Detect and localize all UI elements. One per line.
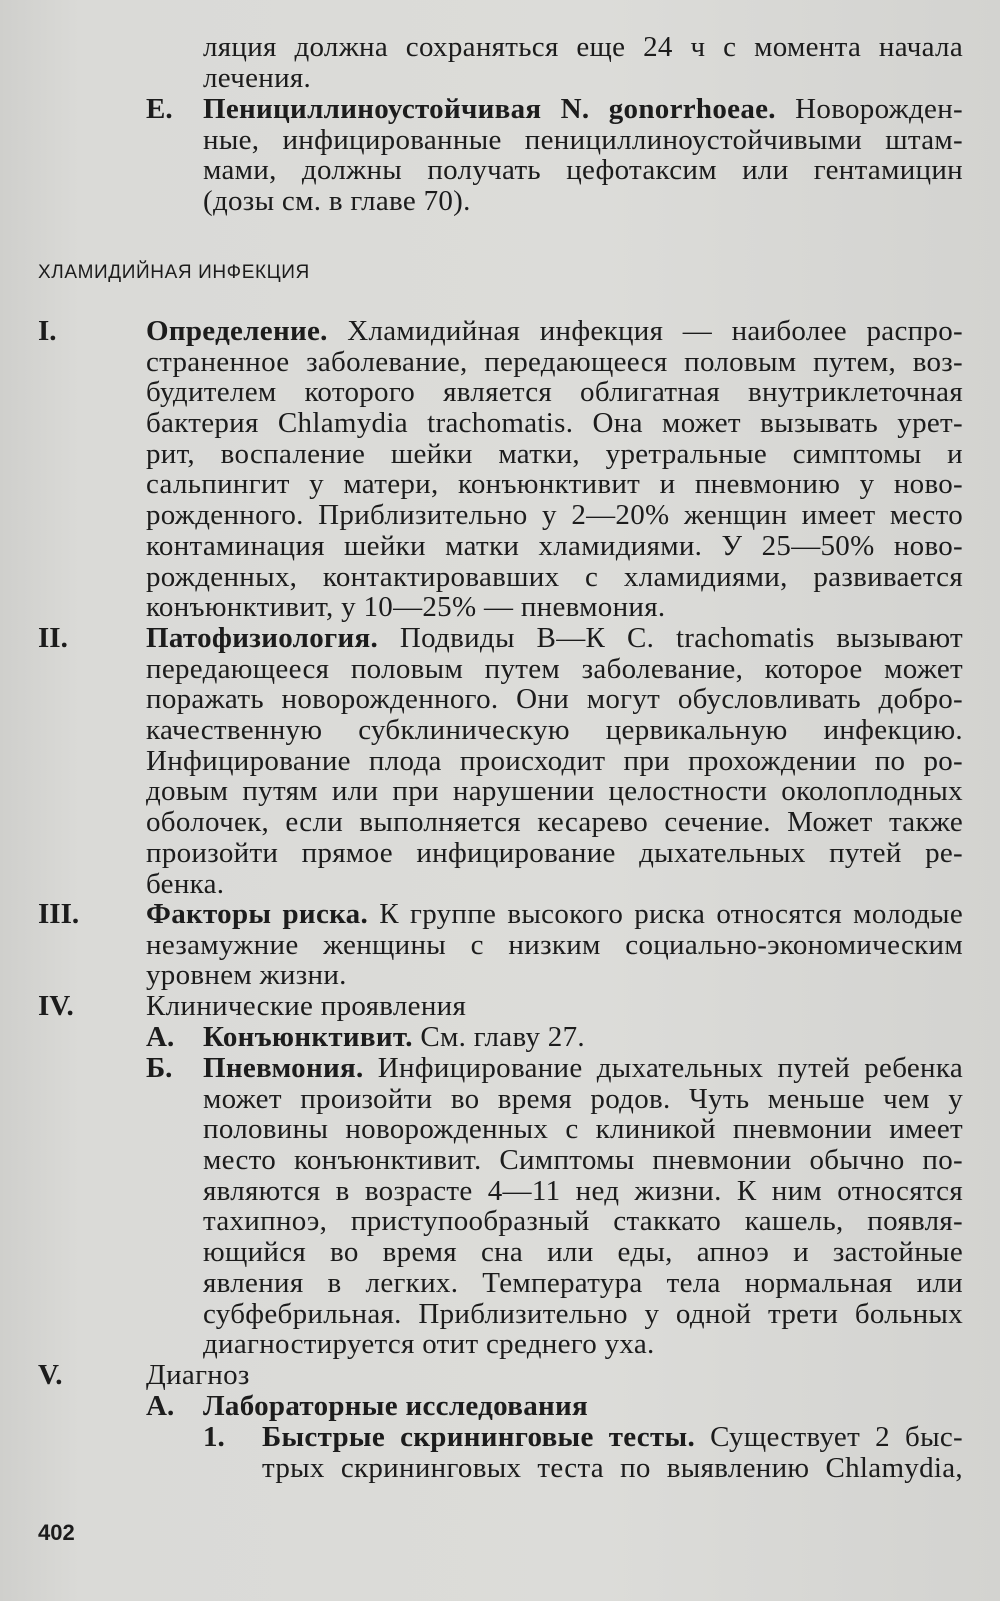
item-heading: Пневмония.: [203, 1053, 364, 1084]
text-line: конъюнктивит, у 10—25% — пневмония.: [146, 592, 666, 623]
item-heading: Быстрые скрининговые тесты.: [262, 1422, 696, 1453]
item-number-V: V.: [38, 1359, 63, 1391]
text-line: незамужние женщины с низким социально-экономическим: [146, 929, 963, 961]
text-line: сальпингит у матери, конъюнктивит и пневмонию у ново-: [146, 469, 963, 501]
heading-clinical: [146, 991, 963, 1022]
text-line: довым путям или при нарушении целостности околоплодных: [146, 776, 963, 808]
text-line: страненное заболевание, передающееся половым путем, воз-: [146, 346, 963, 378]
continuation-paragraph: [203, 32, 963, 93]
text-line: уровнем жизни.: [146, 960, 347, 992]
item-heading: Факторы риска.: [146, 899, 369, 930]
sub-label-A: А.: [146, 1021, 175, 1053]
text-line: рожденных, контактировавших с хламидиями, развивается: [146, 561, 963, 593]
item-number-IV: IV.: [38, 990, 74, 1022]
text-line: ляция должна сохраняться еще 24 ч с момента начала: [203, 32, 963, 63]
item-heading: Определение.: [146, 316, 328, 347]
text-line: бактерия Chlamydia trachomatis. Она может вызывать урет-: [146, 408, 963, 439]
text-line: явления в легких. Температура тела нормальная или: [203, 1267, 963, 1299]
text-line: контаминация шейки матки хламидиями. У 25—50% ново-: [146, 530, 963, 562]
item-heading: Диагноз: [146, 1360, 250, 1391]
text-line: диагностируется отит среднего уха.: [203, 1329, 655, 1360]
text-line: ные, инфицированные пенициллиноустойчивыми штам-: [203, 124, 963, 156]
text-line: рожденного. Приблизительно у 2—20% женщин имеет место: [146, 500, 963, 531]
text-line: тахипноэ, приступообразный стаккато кашель, появля-: [203, 1206, 963, 1238]
item-heading: Патофизиология.: [146, 623, 379, 654]
item-heading: Пенициллиноустойчивая N. gonorrhoeae.: [203, 94, 776, 125]
paragraph-definition: [146, 316, 963, 623]
item-heading: Конъюнктивит.: [203, 1022, 413, 1053]
text-line: половины новорожденных с клиникой пневмонии имеет: [203, 1114, 963, 1146]
item-number-III: III.: [38, 898, 80, 930]
page-number: 402: [38, 1520, 75, 1545]
item-label-E: Е.: [146, 93, 173, 125]
section-title: ХЛАМИДИЙНАЯ ИНФЕКЦИЯ: [38, 262, 310, 283]
text-line: оболочек, если выполняется кесарево сечение. Может также: [146, 807, 963, 838]
paragraph-pneumonia: [203, 1053, 963, 1360]
text-line: место конъюнктивит. Симптомы пневмонии обычно по-: [203, 1145, 963, 1176]
paragraph-screening: [262, 1422, 963, 1483]
item-heading: Клинические проявления: [146, 991, 467, 1022]
text-line: поражать новорожденного. Они могут обусловливать добро-: [146, 684, 963, 716]
paragraph-pathophysiology: [146, 623, 963, 899]
paragraph-conjunctivitis: [203, 1022, 963, 1053]
item-number-II: II.: [38, 622, 68, 654]
text-line: (дозы см. в главе 70).: [203, 186, 471, 217]
text-line: может произойти во время родов. Чуть меньше чем у: [203, 1083, 963, 1115]
text-line: ющийся во время сна или еды, апноэ и застойные: [203, 1237, 963, 1268]
text-line: качественную субклиническую цервикальную инфекцию.: [146, 715, 963, 746]
paragraph-item-E: [203, 94, 963, 217]
text-line: субфебрильная. Приблизительно у одной трети больных: [203, 1298, 963, 1330]
text-run: К группе высокого риска относятся молодые: [368, 899, 963, 930]
text-line: трых скрининговых теста по выявлению Chlamydia,: [262, 1452, 963, 1484]
heading-lab-tests: [203, 1391, 963, 1422]
text-run: См. главу 27.: [412, 1022, 585, 1053]
text-line: передающееся половым путем заболевание, которое может: [146, 653, 963, 685]
text-run: Подвиды В—К С. trachomatis вызывают: [378, 623, 963, 654]
paragraph-risk-factors: [146, 899, 963, 991]
sub-label-A-lab: А.: [146, 1390, 175, 1422]
text-run: Существует 2 быс-: [695, 1422, 963, 1453]
heading-diagnosis: [146, 1360, 963, 1391]
item-number-I: I.: [38, 315, 57, 347]
text-line: лечения.: [203, 62, 312, 94]
text-line: мами, должны получать цефотаксим или гентамицин: [203, 155, 963, 187]
text-line: Инфицирование плода происходит при прохождении по ро-: [146, 745, 963, 777]
sub-label-B: Б.: [146, 1052, 173, 1084]
text-run: Хламидийная инфекция — наиболее распро-: [327, 316, 963, 347]
text-run: Новорожден-: [775, 94, 963, 125]
text-line: бенка.: [146, 868, 225, 900]
text-line: являются в возрасте 4—11 нед жизни. К ним относятся: [203, 1175, 963, 1207]
item-heading: Лабораторные исследования: [203, 1391, 588, 1422]
text-line: рит, воспаление шейки матки, уретральные симптомы и: [146, 438, 963, 470]
text-run: Инфицирование дыхательных путей ребенка: [363, 1053, 963, 1084]
text-line: произойти прямое инфицирование дыхательных путей ре-: [146, 837, 963, 869]
subsub-label-1: 1.: [203, 1421, 225, 1453]
text-line: будителем которого является облигатная внутриклеточная: [146, 377, 963, 409]
